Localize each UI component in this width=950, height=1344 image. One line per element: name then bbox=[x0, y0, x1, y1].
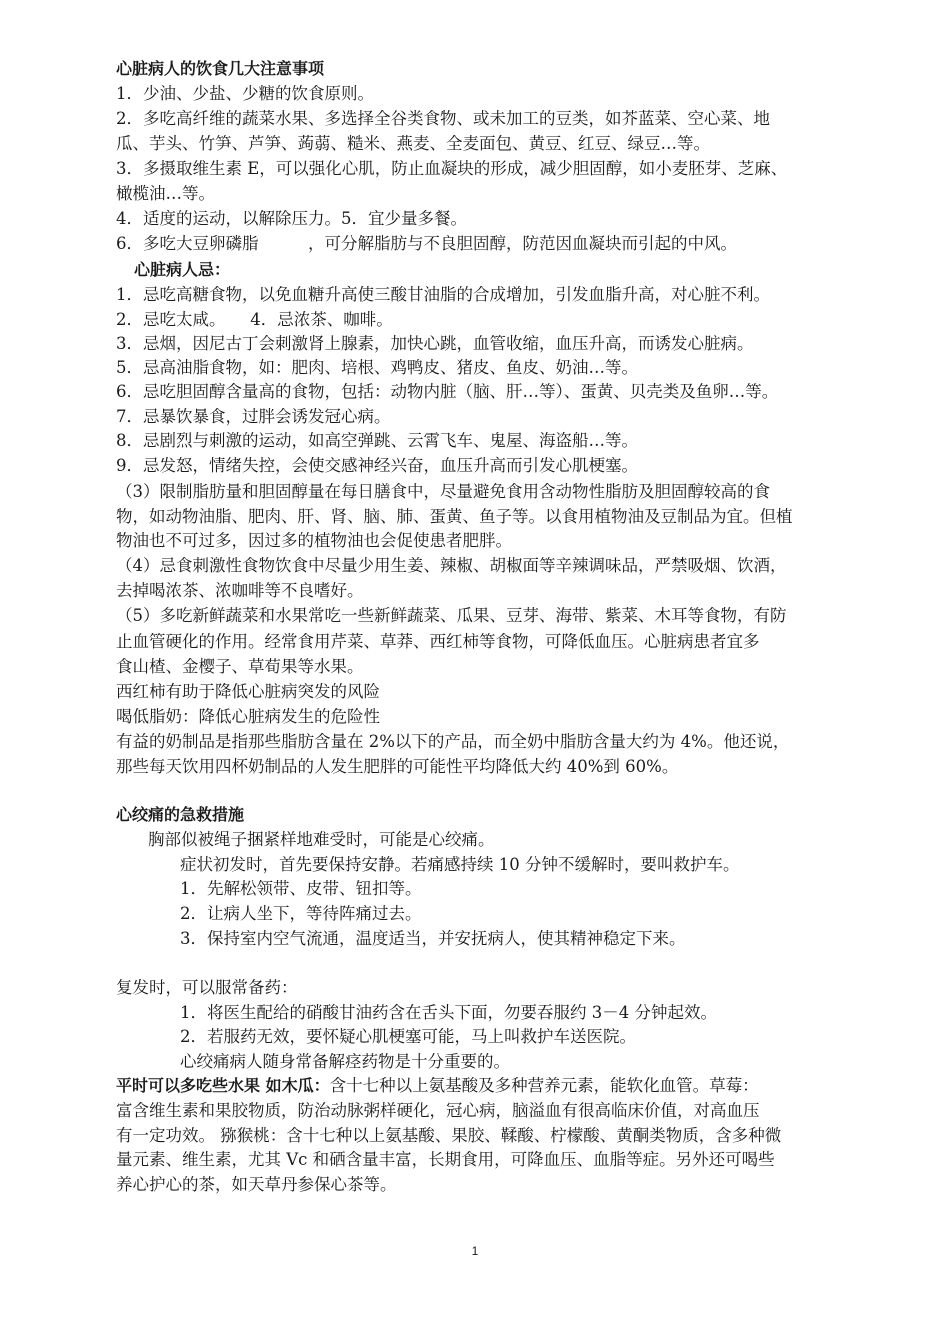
diet-title: 心脏病人的饮食几大注意事项 bbox=[116, 59, 325, 78]
taboo-line: 2．忌吃太咸。 4．忌浓茶、咖啡。 bbox=[116, 310, 393, 329]
taboo-line: （5）多吃新鲜蔬菜和水果常吃一些新鲜蔬菜、瓜果、豆芽、海带、紫菜、木耳等食物，有防 bbox=[116, 606, 787, 625]
taboo-line: 物，如动物油脂、肥肉、肝、肾、脑、肺、蛋黄、鱼子等。以食用植物油及豆制品为宜。但植 bbox=[116, 507, 793, 526]
fruit-line: 富含维生素和果胶物质，防治动脉粥样硬化，冠心病，脑溢血有很高临床价值，对高血压 bbox=[116, 1101, 760, 1120]
taboo-line: 7．忌暴饮暴食，过胖会诱发冠心病。 bbox=[116, 407, 391, 426]
med-item: 1．将医生配给的硝酸甘油药含在舌头下面，勿要吞服约 3－4 分钟起效。 bbox=[180, 1003, 717, 1022]
med-item: 2．若服药无效，要怀疑心肌梗塞可能，马上叫救护车送医院。 bbox=[180, 1027, 636, 1046]
angina-step: 2．让病人坐下，等待阵痛过去。 bbox=[180, 904, 422, 923]
angina-title: 心绞痛的急救措施 bbox=[116, 805, 245, 824]
taboo-line: 3．忌烟，因尼古丁会刺激肾上腺素，加快心跳，血管收缩，血压升高，而诱发心脏病。 bbox=[116, 334, 754, 353]
fruit-line: 量元素、维生素，尤其 Vc 和硒含量丰富，长期食用，可降血压、血脂等症。另外还可喝些 bbox=[116, 1150, 775, 1169]
fruit-line: 养心护心的茶，如天草丹参保心茶等。 bbox=[116, 1175, 397, 1194]
taboo-line: 6．忌吃胆固醇含量高的食物，包括：动物内脏（脑、肝…等）、蛋黄、贝壳类及鱼卵…等。 bbox=[116, 382, 779, 401]
taboo-title: 心脏病人忌： bbox=[134, 260, 231, 279]
fruit-line: 有一定功效。 猕猴桃：含十七种以上氨基酸、果胶、鞣酸、柠檬酸、黄酮类物质，含多种微 bbox=[116, 1126, 782, 1145]
taboo-line: 那些每天饮用四杯奶制品的人发生肥胖的可能性平均降低大约 40%到 60%。 bbox=[116, 757, 679, 776]
page-number: 1 bbox=[471, 1244, 479, 1258]
taboo-line: 1．忌吃高糖食物，以免血糖升高使三酸甘油脂的合成增加，引发血脂升高，对心脏不利。 bbox=[116, 285, 770, 304]
taboo-line: 有益的奶制品是指那些脂肪含量在 2%以下的产品，而全奶中脂肪含量大约为 4%。他还说， bbox=[116, 732, 790, 751]
taboo-line: 去掉喝浓茶、浓咖啡等不良嗜好。 bbox=[116, 581, 364, 600]
taboo-line: 止血管硬化的作用。经常食用芹菜、草莽、西红柿等食物，可降低血压。心脏病患者宜多 bbox=[116, 632, 760, 651]
taboo-line: 西红柿有助于降低心脏病突发的风险 bbox=[116, 682, 380, 701]
fruit-first-line bbox=[116, 1073, 759, 1098]
taboo-line: 喝低脂奶：降低心脏病发生的危险性 bbox=[116, 707, 380, 726]
angina-step: 1．先解松领带、皮带、钮扣等。 bbox=[180, 879, 422, 898]
fruit-first-rest: 含十七种以上氨基酸及多种营养元素，能软化血管。草莓： bbox=[329, 1076, 759, 1095]
med-item: 心绞痛病人随身常备解痉药物是十分重要的。 bbox=[180, 1052, 510, 1071]
diet-line: 瓜、芋头、竹笋、芦笋、蒟蒻、糙米、燕麦、全麦面包、黄豆、红豆、绿豆…等。 bbox=[116, 134, 710, 153]
taboo-line: 食山楂、金樱子、草荀果等水果。 bbox=[116, 657, 364, 676]
angina-intro: 胸部似被绳子捆紧样地难受时，可能是心绞痛。 bbox=[148, 830, 495, 849]
angina-symptom: 症状初发时，首先要保持安静。若痛感持续 10 分钟不缓解时，要叫救护车。 bbox=[180, 855, 740, 874]
diet-line: 3．多摄取维生素 E，可以强化心肌，防止血凝块的形成，减少胆固醇，如小麦胚芽、芝麻、 bbox=[116, 159, 788, 178]
diet-line: 2．多吃高纤维的蔬菜水果、多选择全谷类食物、或未加工的豆类，如芥蓝菜、空心菜、地 bbox=[116, 109, 770, 128]
taboo-line: （4）忌食刺激性食物饮食中尽量少用生姜、辣椒、胡椒面等辛辣调味品，严禁吸烟、饮酒， bbox=[116, 556, 787, 575]
diet-line: 1．少油、少盐、少糖的饮食原则。 bbox=[116, 84, 374, 103]
diet-line: 6．多吃大豆卵磷脂 ，可分解脂肪与不良胆固醇，防范因血凝块而引起的中风。 bbox=[116, 234, 737, 253]
taboo-line: 5．忌高油脂食物，如：肥肉、培根、鸡鸭皮、猪皮、鱼皮、奶油…等。 bbox=[116, 358, 638, 377]
relapse-heading: 复发时，可以服常备药： bbox=[116, 978, 298, 997]
taboo-line: 8．忌剧烈与刺激的运动，如高空弹跳、云霄飞车、鬼屋、海盗船…等。 bbox=[116, 431, 638, 450]
taboo-line: 物油也不可过多，因过多的植物油也会促使患者肥胖。 bbox=[116, 531, 512, 550]
diet-line: 4．适度的运动，以解除压力。5．宜少量多餐。 bbox=[116, 209, 467, 228]
fruit-bold-lead: 平时可以多吃些水果 如木瓜： bbox=[116, 1076, 330, 1095]
taboo-line: 9．忌发怒，情绪失控，会使交感神经兴奋，血压升高而引发心肌梗塞。 bbox=[116, 456, 638, 475]
diet-line: 橄榄油…等。 bbox=[116, 184, 215, 203]
taboo-line: （3）限制脂肪量和胆固醇量在每日膳食中，尽量避免食用含动物性脂肪及胆固醇较高的食 bbox=[116, 482, 770, 501]
angina-step: 3．保持室内空气流通，温度适当，并安抚病人，使其精神稳定下来。 bbox=[180, 929, 686, 948]
